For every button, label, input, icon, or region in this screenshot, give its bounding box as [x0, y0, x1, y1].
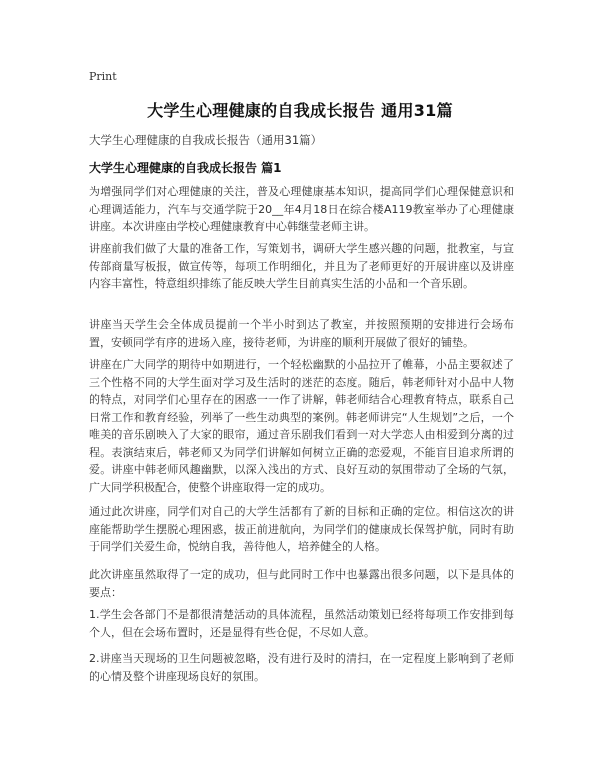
paragraph-intro: 为增强同学们对心理健康的关注，普及心理健康基本知识，提高同学们心理保健意识和心理调适能力，汽车与交通学院于20__年4月18日在综合楼A119教室举办了心理健康讲座。本次讲座由学校心理健康教育中心韩继莹老师主讲。: [89, 185, 514, 233]
document-subtitle: 大学生心理健康的自我成长报告（通用31篇）: [89, 133, 323, 147]
paragraph-preparation: 讲座前我们做了大量的准备工作，写策划书，调研大学生感兴趣的问题，批教室，与宣传部商量写板报，做宣传等，每项工作明细化，并且为了老师更好的开展讲座以及讲座内容丰富性，特意组织排练了能反映大学生目前真实生活的小品和一个音乐剧。: [89, 242, 514, 290]
paragraph-lecture: 讲座在广大同学的期待中如期进行，一个轻松幽默的小品拉开了帷幕，小品主要叙述了三个性格不同的大学生面对学习及生活时的迷茫的态度。随后，韩老师针对小品中人物的特点，对同学们心里存在的困惑一一作了讲解，韩老师结合心理教育特点，联系自己日常工作和教育经验，列举了一些生动典型的案例。韩老师讲完“人生规划”之后，一个唯美的音乐剧映入了大家的眼帘，通过音乐剧我们看到一对大学恋人由相爱到分离的过程。表演结束后，韩老师又为同学们讲解如何树立正确的恋爱观，不能盲目追求所谓的爱。讲座中韩老师风趣幽默，以深入浅出的方式、良好互动的氛围带动了全场的气氛，广大同学积极配合，使整个讲座取得一定的成功。: [89, 358, 514, 494]
paragraph-setup: 讲座当天学生会全体成员提前一个半小时到达了教室，并按照预期的安排进行会场布置，安顿同学有序的进场入座，接待老师，为讲座的顺利开展做了很好的铺垫。: [89, 318, 514, 349]
section-heading: 大学生心理健康的自我成长报告 篇1: [89, 161, 282, 175]
paragraph-problem-2: 2.讲座当天现场的卫生问题被忽略，没有进行及时的清扫，在一定程度上影响到了老师的心情及整个讲座现场良好的氛围。: [89, 652, 514, 683]
paragraph-problem-1: 1.学生会各部门不是都很清楚活动的具体流程，虽然活动策划已经将每项工作安排到每个人，但在会场布置时，还是显得有些仓促，不尽如人意。: [89, 608, 514, 639]
paragraph-problems-intro: 此次讲座虽然取得了一定的成功，但与此同时工作中也暴露出很多问题，以下是具体的要点：: [89, 568, 514, 599]
paragraph-outcome: 通过此次讲座，同学们对自己的大学生活都有了新的目标和正确的定位。相信这次的讲座能帮助学生摆脱心理困惑，拔正前进航向，为同学们的健康成长保驾护航，同时有助于同学们关爱生命，悦纳自我，善待他人，培养健全的人格。: [89, 505, 514, 553]
print-label: Print: [89, 70, 117, 83]
document-title: 大学生心理健康的自我成长报告 通用31篇: [147, 101, 453, 120]
